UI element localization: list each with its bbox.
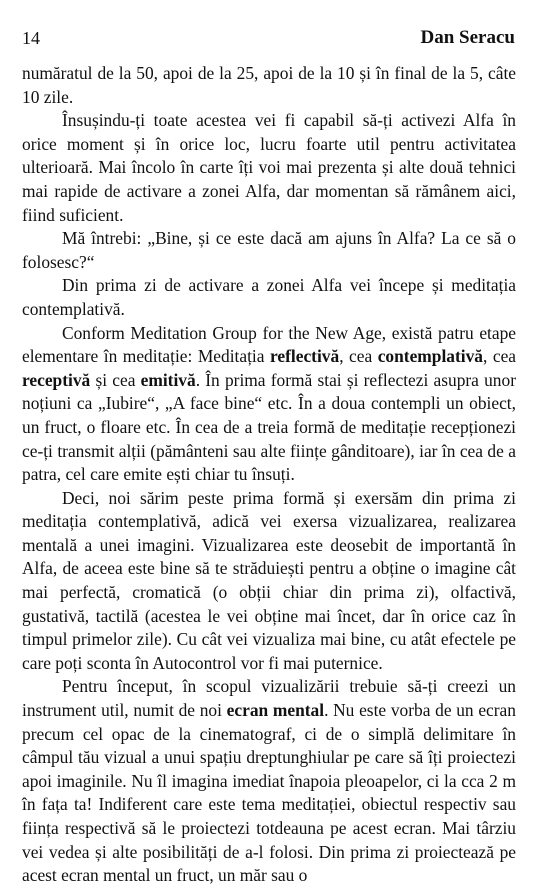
page-number: 14 <box>22 28 40 48</box>
body-text <box>22 62 516 888</box>
text-run: număratul de la 50, apoi de la 25, apoi de la 10 și în final de la 5, câte 10 zile. <box>22 63 516 107</box>
text-run: Însușindu-ți toate acestea vei fi capabil să-ți activezi Alfa în orice moment și în orice loc, lucru foarte util pentru activitatea ulterioară. Mai încolo în carte îți voi mai prezenta și alte două tehnici mai rapide de activare a zonei Alfa, dar momentan să rămânem aici, fiind suficient. <box>22 110 516 225</box>
paragraph <box>22 274 516 321</box>
paragraph <box>22 322 516 487</box>
text-run: . Nu este vorba de un ecran precum cel opac de la cinematograf, ci de o simplă delimitare în câmpul tău vizual a unui spațiu dreptunghiular pe care să îți proiectezi apoi imaginile. Nu îl imagina imediat înapoia pleoapelor, ci la cca 2 m în fața ta! Indiferent care este tema meditației, obiectul respectiv sau ființa respectivă să le proiectezi totdeauna pe acest ecran. Mai târziu vei vedea și alte posibilități de a-l folosi. Din prima zi proiectează pe acest ecran mental un fruct, un măr sau o <box>22 700 516 886</box>
text-run: Pentru început, în scopul vizualizării trebuie să-ți creezi un instrument util, numit de noi <box>22 676 516 721</box>
text-run: Din prima zi de activare a zonei Alfa vei începe și meditația contemplativă. <box>22 275 516 319</box>
paragraph <box>22 62 516 109</box>
text-run: Mă întrebi: „Bine, și ce este dacă am ajuns în Alfa? La ce să o folosesc?“ <box>22 228 516 272</box>
paragraph <box>22 487 516 676</box>
bold-term: contemplativă <box>377 346 483 367</box>
paragraph <box>22 109 516 227</box>
running-head-author: Dan Seracu <box>420 27 515 48</box>
page-header <box>22 27 515 51</box>
text-run: , cea <box>483 346 517 367</box>
bold-term: receptivă <box>22 369 91 390</box>
bold-term: reflectivă <box>269 346 340 367</box>
paragraph <box>22 227 516 274</box>
text-run: Conform Meditation Group for the New Age, există patru etape elementare în meditație: Meditația <box>22 322 516 367</box>
text-run: , cea <box>339 346 378 367</box>
bold-term: emitivă <box>140 369 196 390</box>
paragraph <box>22 675 516 887</box>
bold-term: ecran mental <box>226 700 325 721</box>
text-run: Deci, noi sărim peste prima formă și exersăm din prima zi meditația contemplativă, adică vei exersa vizualizarea, realizarea mentală a unei imagini. Vizualizarea este deosebit de importantă în Alfa, de aceea este bine să te străduiești pentru a obține o imagine cât mai perfectă, cromatică (o obții chiar din prima zi), olfactivă, gustativă, tactilă (acestea le vei obține mai încet, dar în orice caz în timpul primelor zile). Cu cât vei vizualiza mai bine, cu atât efectele pe care poți sconta în Autocontrol vor fi mai puternice. <box>22 487 516 673</box>
text-run: . În prima formă stai și reflectezi asupra unor noțiuni ca „Iubire“, „A face bine“ etc. În a doua contempli un obiect, un fruct, o floare etc. În cea de a treia formă de meditație recepționezi ce-ți transmit alții (pământeni sau alte ființe gânditoare), iar în cea de a patra, cel care emite ești chiar tu însuți. <box>22 369 516 485</box>
text-run: și cea <box>90 369 141 390</box>
